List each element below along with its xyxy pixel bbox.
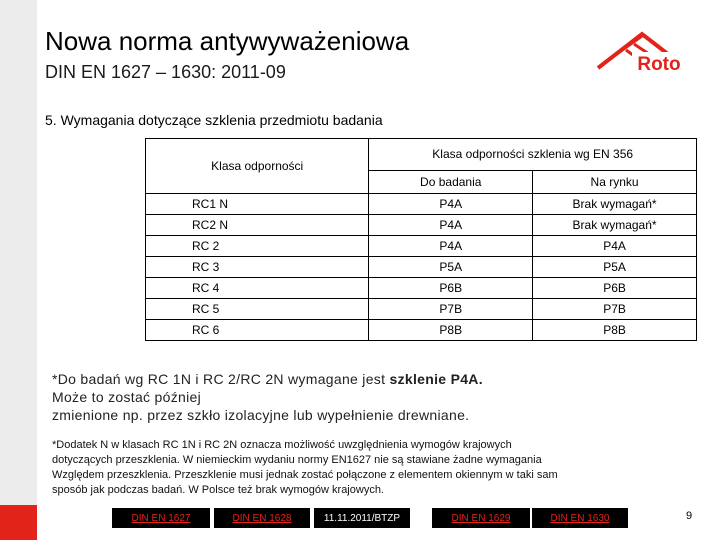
glazing-note: *Do badań wg RC 1N i RC 2/RC 2N wymagane jest szklenie P4A. Może to zostać później zmienione np. przez szkło izolacyjne lub wypełnienie drewniane. bbox=[52, 371, 483, 423]
table-row bbox=[146, 278, 697, 299]
table-cell: Brak wymagań* bbox=[533, 194, 697, 215]
table-cell: RC2 N bbox=[146, 215, 369, 236]
table-cell: P4A bbox=[369, 236, 533, 257]
roto-logo bbox=[596, 30, 688, 75]
table-cell: P8B bbox=[533, 320, 697, 341]
logo-text: Roto bbox=[637, 54, 681, 75]
table-subheader-market: Na rynku bbox=[533, 170, 697, 193]
table-cell: P6B bbox=[533, 278, 697, 299]
table-row bbox=[146, 299, 697, 320]
footer-link-1627[interactable]: DIN EN 1627 bbox=[112, 508, 210, 528]
table-header-group: Klasa odporności szklenia wg EN 356 bbox=[369, 139, 697, 171]
table-header-class: Klasa odporności bbox=[146, 139, 369, 194]
footer-link-1630[interactable]: DIN EN 1630 bbox=[532, 508, 628, 528]
table-cell: RC 5 bbox=[146, 299, 369, 320]
table-cell: RC1 N bbox=[146, 194, 369, 215]
table-cell: P7B bbox=[369, 299, 533, 320]
table-cell: P6B bbox=[369, 278, 533, 299]
section-heading: 5. Wymagania dotyczące szklenia przedmiotu badania bbox=[45, 112, 383, 128]
page-number: 9 bbox=[686, 510, 693, 522]
table-cell: P4A bbox=[369, 215, 533, 236]
table-cell: P8B bbox=[369, 320, 533, 341]
footer-link-1629[interactable]: DIN EN 1629 bbox=[432, 508, 530, 528]
table-row bbox=[146, 320, 697, 341]
footer-date: 11.11.2011/BTZP bbox=[314, 508, 410, 528]
footer-link-1628[interactable]: DIN EN 1628 bbox=[214, 508, 310, 528]
table-row bbox=[146, 215, 697, 236]
sidebar-red-accent bbox=[0, 505, 37, 540]
slide-title: Nowa norma antywyważeniowa bbox=[45, 26, 410, 56]
table-cell: P5A bbox=[369, 257, 533, 278]
table-cell: RC 6 bbox=[146, 320, 369, 341]
table-cell: Brak wymagań* bbox=[533, 215, 697, 236]
table-cell: RC 2 bbox=[146, 236, 369, 257]
addendum-note: *Dodatek N w klasach RC 1N i RC 2N oznacza możliwość uwzględnienia wymogów krajowych dotyczących przeszklenia. W niemieckim wydaniu normy EN1627 nie są stawiane żadne wymagania Względem przeszklenia. Przeszklenie musi jednak zostać połączone z elementem okiennym w taki sam sposób jak podczas badań. W Polsce też brak wymogów krajowych. bbox=[52, 439, 558, 496]
left-sidebar-bar bbox=[0, 0, 37, 540]
table-cell: RC 4 bbox=[146, 278, 369, 299]
table-cell: RC 3 bbox=[146, 257, 369, 278]
table-row bbox=[146, 236, 697, 257]
table-cell: P5A bbox=[533, 257, 697, 278]
table-subheader-test: Do badania bbox=[369, 170, 533, 193]
table-cell: P4A bbox=[533, 236, 697, 257]
table-cell: P4A bbox=[369, 194, 533, 215]
table-cell: P7B bbox=[533, 299, 697, 320]
slide-subtitle: DIN EN 1627 – 1630: 2011-09 bbox=[45, 62, 286, 82]
table-row bbox=[146, 194, 697, 215]
table-row bbox=[146, 257, 697, 278]
requirements-table bbox=[145, 138, 697, 341]
